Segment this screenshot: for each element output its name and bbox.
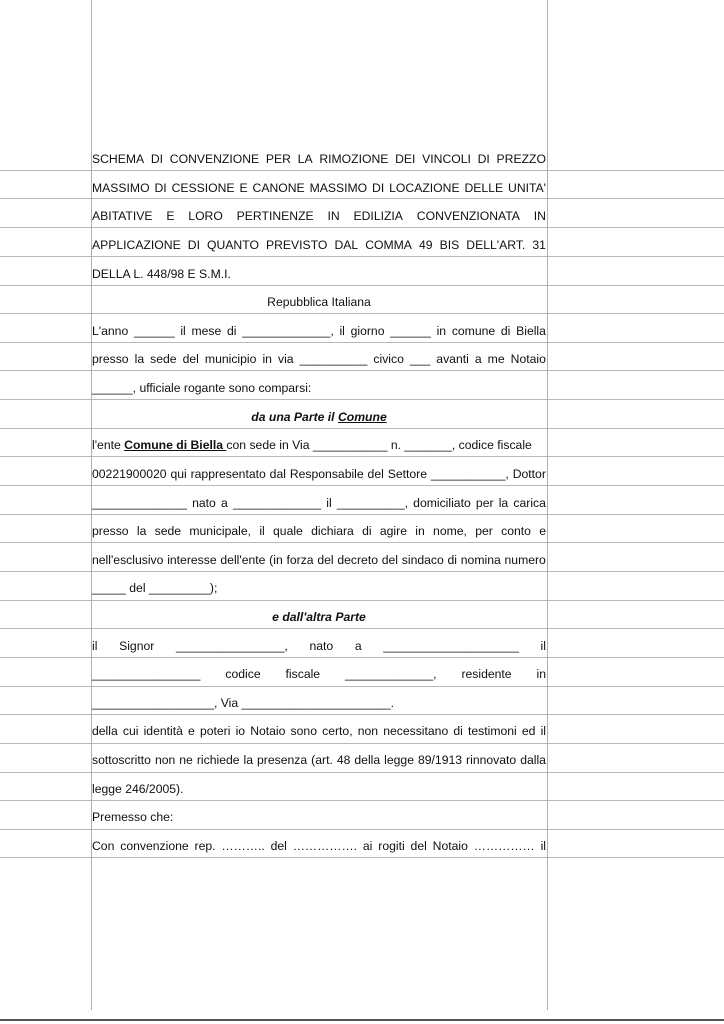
word: MASSIMO — [92, 181, 150, 195]
word: Notaio — [510, 352, 546, 366]
word: DELL'ART. — [466, 238, 526, 252]
word: sottoscritto — [92, 753, 151, 767]
word: dell'ente — [220, 553, 266, 567]
word: _____________, — [345, 667, 437, 681]
word: DI — [477, 152, 490, 166]
word: civico — [373, 352, 404, 366]
word: della — [92, 724, 118, 738]
word: rappresentato — [190, 467, 266, 481]
word: Con — [92, 839, 115, 853]
word: non — [154, 753, 176, 767]
word: DELLE — [464, 181, 504, 195]
word: LOCAZIONE — [389, 181, 460, 195]
word: nomina — [460, 553, 501, 567]
word: (in — [269, 553, 283, 567]
word: per — [475, 524, 493, 538]
word: ……….. — [221, 839, 265, 853]
word: E — [239, 181, 248, 195]
word: E — [166, 209, 175, 223]
word: fiscale — [285, 667, 321, 681]
word: di — [227, 324, 237, 338]
word: CANONE — [252, 181, 305, 195]
party1-entity-name: Comune di Biella — [124, 438, 227, 452]
word: il — [540, 839, 546, 853]
word: identità — [143, 724, 183, 738]
word: Notaio — [432, 839, 468, 853]
word: rep. — [194, 839, 216, 853]
word: DI — [187, 238, 200, 252]
word: 89/1913 — [417, 753, 463, 767]
party1-line: _____ del _________); — [92, 581, 218, 595]
word: il — [326, 496, 332, 510]
word: ___ — [409, 352, 431, 366]
word: ______________ — [92, 496, 187, 510]
party1-line — [92, 494, 546, 512]
word: dichiara — [311, 524, 354, 538]
word: avanti — [436, 352, 469, 366]
right-margin-line — [547, 0, 548, 1010]
word: __________, — [336, 496, 408, 510]
title-line — [92, 236, 546, 254]
word: ______ — [133, 324, 175, 338]
word: PER — [265, 152, 291, 166]
word: PREZZO — [496, 152, 546, 166]
word: il — [92, 639, 98, 653]
word: UNITA' — [508, 181, 546, 195]
premise-line: Premesso che: — [92, 810, 174, 824]
word: la — [243, 753, 254, 767]
word: sono — [290, 724, 317, 738]
word: domiciliato — [413, 496, 471, 510]
word: 49 — [418, 238, 433, 252]
word: per — [475, 496, 494, 510]
party1-line — [92, 436, 546, 454]
opening-line — [92, 322, 546, 340]
word: ________________ — [92, 667, 201, 681]
opening-line — [92, 350, 546, 368]
word: _____________, — [242, 324, 334, 338]
word: 48 — [336, 753, 351, 767]
word: CESSIONE — [171, 181, 235, 195]
word: CONVENZIONE — [169, 152, 260, 166]
word: IN — [533, 209, 546, 223]
word: ______ — [390, 324, 431, 338]
party1-line — [92, 522, 546, 540]
word: DI — [372, 181, 385, 195]
word: di — [362, 524, 372, 538]
party1-line — [92, 551, 546, 569]
word: nato — [309, 639, 334, 653]
word: in — [436, 324, 447, 338]
word: __________ — [299, 352, 368, 366]
word: ________________, — [175, 639, 288, 653]
title-line — [92, 179, 546, 197]
word: APPLICAZIONE — [92, 238, 181, 252]
word: a — [354, 639, 362, 653]
word: del — [270, 839, 287, 853]
word: rinnovato — [466, 753, 517, 767]
page-bottom-rule — [0, 1019, 724, 1021]
word: a — [220, 496, 228, 510]
word: il — [540, 724, 546, 738]
title-line — [92, 207, 546, 225]
party2-line — [92, 637, 546, 655]
party2-line: __________________, Via ______________________. — [92, 696, 395, 710]
word: il — [540, 639, 546, 653]
word: nato — [192, 496, 216, 510]
word: ai — [362, 839, 373, 853]
word: decreto — [337, 553, 378, 567]
word: necessitano — [383, 724, 449, 738]
word: SCHEMA — [92, 152, 145, 166]
word: del — [182, 352, 199, 366]
word: la — [136, 524, 147, 538]
word: ____________________ — [383, 639, 519, 653]
opening-line: ______, ufficiale rogante sono comparsi: — [92, 381, 312, 395]
word: residente — [461, 667, 512, 681]
word: forza — [286, 553, 314, 567]
word: cui — [122, 724, 139, 738]
word: dal — [269, 467, 286, 481]
word: PREVISTO — [265, 238, 328, 252]
word: VINCOLI — [422, 152, 471, 166]
party1-line — [92, 465, 546, 483]
word: LA — [297, 152, 313, 166]
title-line: DELLA L. 448/98 E S.M.I. — [92, 267, 231, 281]
word: BIS — [439, 238, 460, 252]
word: la — [134, 352, 145, 366]
word: DAL — [334, 238, 359, 252]
word: di — [453, 724, 463, 738]
word: in — [262, 352, 272, 366]
word: ed — [521, 724, 536, 738]
word: Responsabile — [289, 467, 364, 481]
word: Notaio — [250, 724, 286, 738]
party2-heading: e dall'altra Parte — [272, 610, 366, 624]
word: QUANTO — [207, 238, 259, 252]
word: presso — [92, 352, 129, 366]
word: Biella — [516, 324, 546, 338]
title-line — [92, 150, 546, 168]
word: codice — [225, 667, 261, 681]
party1-heading-prefix: da una Parte il — [251, 410, 338, 424]
word: qui — [170, 467, 187, 481]
word: il — [259, 524, 265, 538]
word: il — [339, 324, 345, 338]
word: interesse — [167, 553, 217, 567]
word: Dottor — [512, 467, 546, 481]
word: Settore — [387, 467, 427, 481]
party2-line — [92, 665, 546, 683]
word: ……………. — [292, 839, 358, 853]
word: ___________, — [430, 467, 509, 481]
word: certo, — [322, 724, 353, 738]
word: (art. — [311, 753, 333, 767]
word: in — [536, 667, 546, 681]
word: ABITATIVE — [92, 209, 153, 223]
word: convenzione — [120, 839, 189, 853]
word: quale — [273, 524, 303, 538]
closing-line — [92, 722, 546, 740]
word: LORO — [188, 209, 223, 223]
word: municipio — [204, 352, 257, 366]
word: mese — [191, 324, 222, 338]
word: …………… — [473, 839, 535, 853]
closing-line: legge 246/2005). — [92, 782, 184, 796]
word: L'anno — [92, 324, 129, 338]
word: RIMOZIONE — [319, 152, 389, 166]
word: PERTINENZE — [236, 209, 314, 223]
party1-heading — [92, 408, 546, 426]
word: IN — [327, 209, 340, 223]
word: della — [354, 753, 381, 767]
word: di — [447, 553, 458, 567]
word: non — [357, 724, 379, 738]
word: di — [500, 324, 511, 338]
word: DEI — [395, 152, 416, 166]
word: presenza — [257, 753, 308, 767]
word: numero — [504, 553, 546, 567]
word: Signor — [119, 639, 155, 653]
word: del — [367, 467, 384, 481]
party1-line-prefix: l'ente — [92, 438, 125, 452]
word: 31 — [532, 238, 546, 252]
word: del — [410, 839, 427, 853]
word: nell'esclusivo — [92, 553, 164, 567]
word: il — [180, 324, 186, 338]
word: 00221900020 — [92, 467, 167, 481]
word: a — [474, 352, 482, 366]
word: richiede — [196, 753, 240, 767]
word: nome, — [433, 524, 467, 538]
word: municipale, — [189, 524, 252, 538]
word: del — [381, 553, 399, 567]
word: del — [317, 553, 334, 567]
word: comune — [451, 324, 496, 338]
word: conto — [501, 524, 531, 538]
word: via — [277, 352, 294, 366]
word: e — [539, 524, 546, 538]
word: me — [487, 352, 505, 366]
word: poteri — [199, 724, 231, 738]
word: la — [498, 496, 509, 510]
word: DI — [154, 181, 167, 195]
word: e — [188, 724, 195, 738]
word: sede — [150, 352, 177, 366]
word: CONVENZIONATA — [416, 209, 520, 223]
word: rogiti — [378, 839, 405, 853]
word: giorno — [350, 324, 385, 338]
word: COMMA — [365, 238, 412, 252]
republic-heading: Repubblica Italiana — [267, 295, 371, 309]
word: ne — [179, 753, 193, 767]
word: _____________ — [232, 496, 322, 510]
party1-line-suffix: con sede in Via ___________ n. _______, codice fiscale — [226, 438, 532, 452]
closing-line — [92, 751, 546, 769]
word: agire — [379, 524, 407, 538]
word: sindaco — [401, 553, 444, 567]
convention-line — [92, 837, 546, 855]
word: EDILIZIA — [353, 209, 403, 223]
word: in — [415, 524, 425, 538]
word: legge — [384, 753, 414, 767]
word: MASSIMO — [309, 181, 368, 195]
word: io — [235, 724, 246, 738]
party1-heading-term: Comune — [337, 410, 387, 424]
word: sede — [154, 524, 182, 538]
word: dalla — [520, 753, 546, 767]
word: DI — [150, 152, 164, 166]
word: presso — [92, 524, 129, 538]
word: carica — [513, 496, 546, 510]
word: testimoni — [467, 724, 517, 738]
